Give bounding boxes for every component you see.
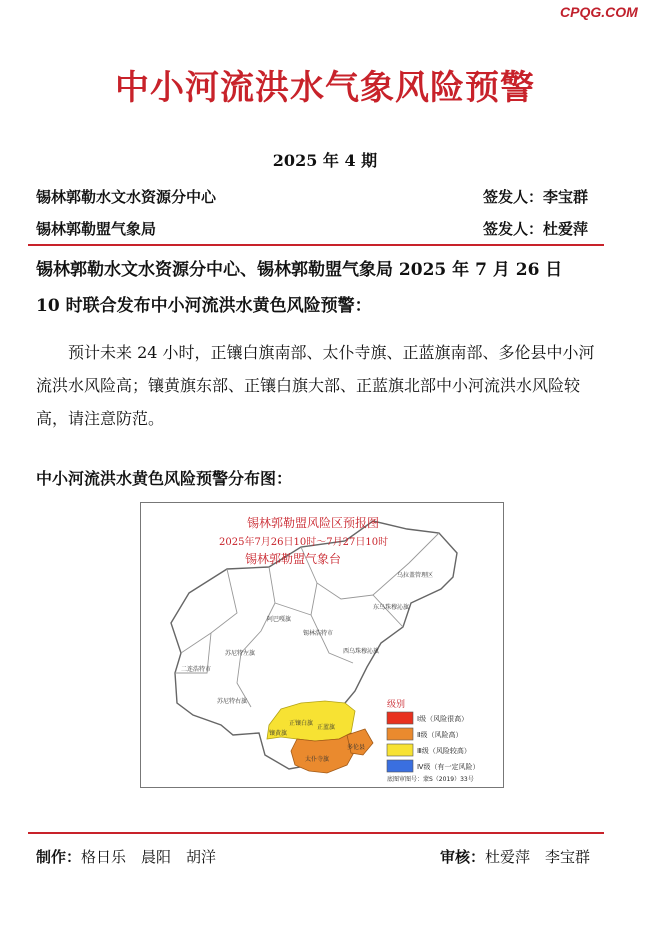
place-label: 锡林浩特市: [303, 630, 334, 637]
lead-line-2: 10 时联合发布中小河流洪水黄色风险预警：: [36, 296, 372, 316]
map-title: 锡林郭勒盟风险区预报图: [247, 516, 380, 530]
risk-map: [140, 502, 504, 788]
issuer-signer: 签发人：杜爱萍: [482, 220, 588, 238]
place-label: 二连浩特市: [181, 666, 212, 673]
maker-names: 格日乐 晨阳 胡洋: [81, 848, 217, 866]
legend-label-level-3: Ⅲ级（风险较高）: [417, 747, 471, 755]
map-date: 2025年7月26日10时～7月27日10时: [219, 537, 389, 548]
watermark: CPQG.COM: [560, 4, 638, 20]
place-label: 苏尼特左旗: [225, 650, 256, 657]
map-approval-note: 底图审图号：蒙S（2019）33号: [387, 776, 474, 783]
map-heading: 中小河流洪水黄色风险预警分布图：: [36, 469, 293, 488]
header-divider: [28, 244, 604, 246]
place-label: 苏尼特右旗: [217, 698, 248, 705]
legend-label-level-4: Ⅳ级（有一定风险）: [417, 763, 480, 771]
reviewer-line: [440, 846, 590, 867]
issuer-org: 锡林郭勒水文水资源分中心: [36, 188, 217, 206]
reviewer-names: 杜爱萍 李宝群: [485, 848, 591, 866]
lead-line-1: 锡林郭勒水文水资源分中心、锡林郭勒盟气象局 2025 年 7 月 26 日: [36, 260, 563, 280]
place-label: 多伦县: [347, 744, 366, 751]
issuer-org: 锡林郭勒盟气象局: [36, 220, 157, 238]
legend-swatch-level-3: [387, 744, 413, 756]
place-label: 太仆寺旗: [305, 756, 330, 763]
legend-swatch-level-2: [387, 728, 413, 740]
footer-divider: [28, 832, 604, 834]
place-label: 乌拉盖管理区: [397, 572, 434, 579]
forecast-paragraph: 预计未来 24 小时，正镶白旗南部、太仆寺旗、正蓝旗南部、多伦县中小河流洪水风险高；镶黄旗东部、正镶白旗大部、正蓝旗北部中小河流洪水风险较高，请注意防范。: [36, 343, 595, 428]
legend-swatch-level-4: [387, 760, 413, 772]
place-label: 阿巴嘎旗: [267, 616, 292, 623]
legend-label-level-2: Ⅱ级（风险高）: [417, 731, 463, 739]
maker-label: 制作：: [36, 848, 82, 866]
reviewer-label: 审核：: [440, 848, 486, 866]
place-label: 东乌珠穆沁旗: [373, 604, 410, 611]
place-label: 正蓝旗: [317, 724, 336, 731]
place-label: 镶黄旗: [269, 730, 288, 737]
map-agency: 锡林郭勒盟气象台: [245, 552, 342, 566]
issuer-signer: 签发人：李宝群: [482, 188, 588, 206]
legend-title: 级别: [387, 700, 406, 710]
maker-line: [36, 846, 216, 867]
legend-swatch-level-1: [387, 712, 413, 724]
place-label: 西乌珠穆沁旗: [343, 648, 380, 655]
legend-label-level-1: Ⅰ级（风险很高）: [417, 715, 469, 723]
bulletin-title: 中小河流洪水气象风险预警: [115, 68, 535, 108]
place-label: 正镶白旗: [289, 720, 314, 727]
issue-number: 2025 年 4 期: [272, 151, 378, 170]
